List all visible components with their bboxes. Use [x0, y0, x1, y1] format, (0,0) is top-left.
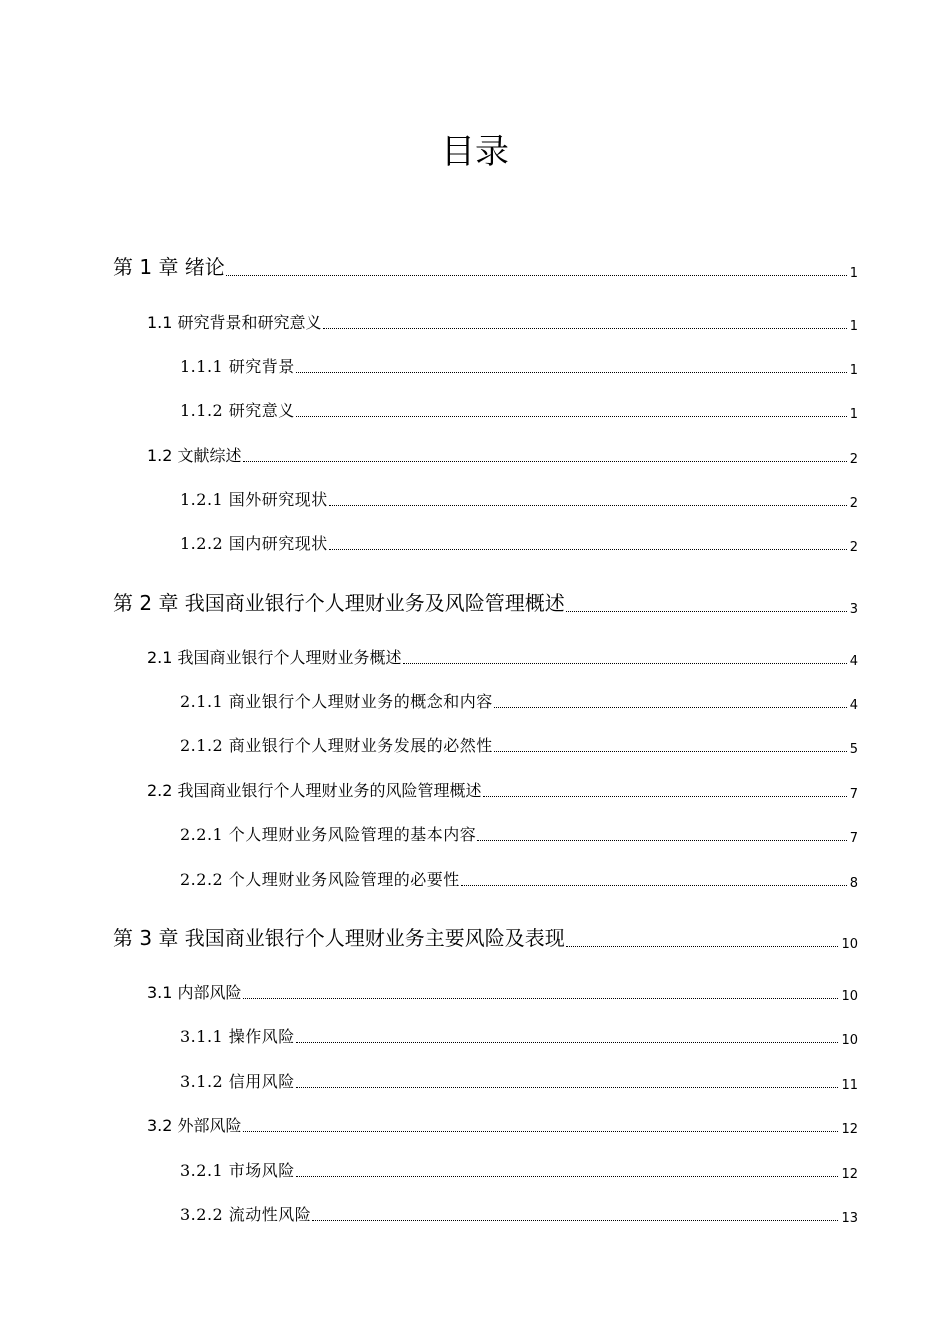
- toc-entry-subsection-1-1-1[interactable]: [180, 354, 858, 378]
- dot-leader: [243, 460, 847, 462]
- toc-page-number: 3: [849, 602, 858, 617]
- toc-page-number: 1: [849, 319, 858, 334]
- toc-entry-label: 2.2.1 个人理财业务风险管理的基本内容: [180, 825, 477, 844]
- toc-entry-section-1-2[interactable]: [147, 443, 858, 467]
- dot-leader: [296, 371, 847, 373]
- toc-entry-label: 3.2.1 市场风险: [180, 1161, 295, 1180]
- toc-entry-label: 1.1.1 研究背景: [180, 357, 295, 376]
- dot-leader: [494, 750, 847, 752]
- toc-page-number: 4: [849, 654, 858, 669]
- toc-entry-label: 3.1.1 操作风险: [180, 1027, 295, 1046]
- dot-leader: [403, 662, 847, 664]
- dot-leader: [329, 504, 847, 506]
- toc-entry-chapter-3[interactable]: [113, 922, 858, 952]
- toc-entry-subsection-2-1-1[interactable]: [180, 689, 858, 713]
- dot-leader: [312, 1219, 838, 1221]
- dot-leader: [477, 839, 846, 841]
- toc-entry-label: 2.2.2 个人理财业务风险管理的必要性: [180, 870, 460, 889]
- toc-page-number: 7: [849, 831, 858, 846]
- toc-entry-label: 1.2.2 国内研究现状: [180, 534, 328, 553]
- dot-leader: [323, 327, 847, 329]
- toc-entry-label: 1.2.1 国外研究现状: [180, 490, 328, 509]
- toc-page-number: 2: [849, 496, 858, 511]
- toc-page-number: 7: [849, 787, 858, 802]
- toc-entry-section-3-1[interactable]: [147, 980, 858, 1004]
- toc-entry-label: 3.1 内部风险: [147, 983, 242, 1002]
- toc-entry-label: 2.1 我国商业银行个人理财业务概述: [147, 648, 402, 667]
- toc-entry-subsection-1-1-2[interactable]: [180, 398, 858, 422]
- toc-entry-section-1-1[interactable]: [147, 310, 858, 334]
- toc-entry-label: 1.2 文献综述: [147, 446, 242, 465]
- toc-entry-label: 2.2 我国商业银行个人理财业务的风险管理概述: [147, 781, 482, 800]
- toc-entry-subsection-1-2-2[interactable]: [180, 531, 858, 555]
- dot-leader: [494, 706, 847, 708]
- toc-page-number: 1: [849, 363, 858, 378]
- toc-entry-label: 第 1 章 绪论: [113, 255, 225, 279]
- toc-page-number: 2: [849, 540, 858, 555]
- toc-entry-subsection-1-2-1[interactable]: [180, 487, 858, 511]
- toc-entry-section-3-2[interactable]: [147, 1113, 858, 1137]
- toc-page-number: 8: [849, 876, 858, 891]
- dot-leader: [329, 548, 847, 550]
- toc-page-number: 1: [849, 266, 858, 281]
- toc-entry-label: 第 3 章 我国商业银行个人理财业务主要风险及表现: [113, 926, 565, 950]
- dot-leader: [461, 884, 847, 886]
- toc-entry-subsection-3-1-1[interactable]: [180, 1024, 858, 1048]
- dot-leader: [296, 1086, 839, 1088]
- toc-entry-label: 第 2 章 我国商业银行个人理财业务及风险管理概述: [113, 591, 565, 615]
- toc-page-number: 11: [841, 1078, 858, 1093]
- toc-entry-chapter-1[interactable]: [113, 251, 858, 281]
- dot-leader: [296, 1175, 839, 1177]
- toc-entry-label: 3.2.2 流动性风险: [180, 1205, 312, 1224]
- toc-page-number: 12: [841, 1167, 858, 1182]
- dot-leader: [296, 1041, 839, 1043]
- dot-leader: [243, 997, 839, 999]
- dot-leader: [243, 1130, 839, 1132]
- toc-entry-label: 1.1 研究背景和研究意义: [147, 313, 322, 332]
- toc-page-number: 5: [849, 742, 858, 757]
- toc-entry-chapter-2[interactable]: [113, 587, 858, 617]
- dot-leader: [226, 274, 847, 276]
- toc-entry-subsection-2-1-2[interactable]: [180, 733, 858, 757]
- toc-page-number: 4: [849, 698, 858, 713]
- toc-page-number: 2: [849, 452, 858, 467]
- toc-page-number: 13: [841, 1211, 858, 1226]
- dot-leader: [566, 945, 839, 947]
- dot-leader: [483, 795, 847, 797]
- toc-entry-label: 2.1.2 商业银行个人理财业务发展的必然性: [180, 736, 493, 755]
- toc-entry-label: 1.1.2 研究意义: [180, 401, 295, 420]
- toc-entry-subsection-3-1-2[interactable]: [180, 1069, 858, 1093]
- toc-entry-label: 3.1.2 信用风险: [180, 1072, 295, 1091]
- toc-entry-subsection-2-2-1[interactable]: [180, 822, 858, 846]
- toc-page-number: 10: [841, 1033, 858, 1048]
- dot-leader: [566, 610, 847, 612]
- toc-page-number: 12: [841, 1122, 858, 1137]
- toc-entry-label: 3.2 外部风险: [147, 1116, 242, 1135]
- toc-entry-section-2-2[interactable]: [147, 778, 858, 802]
- dot-leader: [296, 415, 847, 417]
- toc-entry-subsection-3-2-2[interactable]: [180, 1202, 858, 1226]
- toc-page-number: 10: [841, 937, 858, 952]
- toc-page-number: 10: [841, 989, 858, 1004]
- toc-entry-label: 2.1.1 商业银行个人理财业务的概念和内容: [180, 692, 493, 711]
- page-title: 目录: [441, 132, 509, 172]
- toc-page-number: 1: [849, 407, 858, 422]
- toc-entry-section-2-1[interactable]: [147, 645, 858, 669]
- toc-entry-subsection-2-2-2[interactable]: [180, 867, 858, 891]
- toc-entry-subsection-3-2-1[interactable]: [180, 1158, 858, 1182]
